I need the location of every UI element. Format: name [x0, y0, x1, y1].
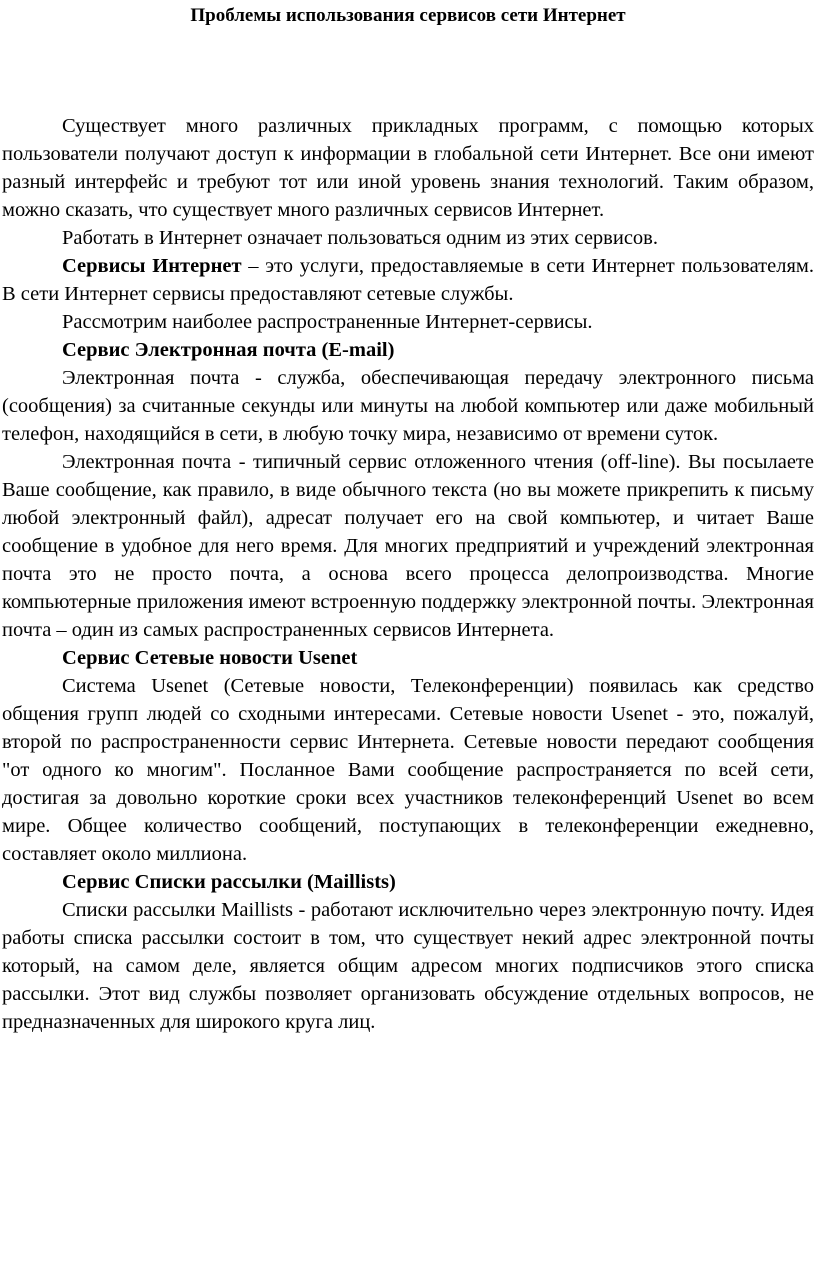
paragraph-intro: Существует много различных прикладных программ, с помощью которых пользователи получают доступ к информации в глобальной сети Интернет. Все они имеют разный интерфейс и требуют тот или иной уровень знания технологий. Таким образом, можно сказать, что существует много различных сервисов Интернет.: [2, 115, 814, 221]
paragraph-working: Работать в Интернет означает пользоваться одним из этих сервисов.: [62, 227, 658, 249]
paragraph-definition: [2, 252, 814, 308]
heading-email: Сервис Электронная почта (E-mail): [62, 339, 395, 361]
paragraph-maillists: Списки рассылки Maillists - работают исключительно через электронную почту. Идея работы списка рассылки состоит в том, что существует некий адрес электронной почты который, на самом деле, является общим адресом многих подписчиков этого списка рассылки. Этот вид службы позволяет организовать обсуждение отдельных вопросов, не предназначенных для широкого круга лиц.: [2, 899, 814, 1033]
paragraph-email-definition: Электронная почта - служба, обеспечивающая передачу электронного письма (сообщения) за считанные секунды или минуты на любой компьютер или даже мобильный телефон, находящийся в сети, в любую точку мира, независимо от времени суток.: [2, 367, 814, 445]
document-body: [2, 112, 814, 1036]
paragraph-email-details: Электронная почта - типичный сервис отложенного чтения (off-line). Вы посылаете Ваше сообщение, как правило, в виде обычного текста (но вы можете прикрепить к письму любой электронный файл), адресат получает его на свой компьютер, и читает Ваше сообщение в удобное для него время. Для многих предприятий и учреждений электронная почта это не просто почта, а основа всего процесса делопроизводства. Многие компьютерные приложения имеют встроенную поддержку электронной почты. Электронная почта – один из самых распространенных сервисов Интернета.: [2, 451, 814, 641]
definition-text: – это услуги, предоставляемые в сети Интернет пользователям. В сети Интернет сервисы предоставляют сетевые службы.: [2, 255, 814, 305]
page-title: Проблемы использования сервисов сети Интернет: [190, 5, 626, 26]
heading-maillists: Сервис Списки рассылки (Maillists): [62, 871, 396, 893]
paragraph-overview: Рассмотрим наиболее распространенные Интернет-сервисы.: [62, 311, 593, 333]
paragraph-usenet: Система Usenet (Сетевые новости, Телеконференции) появилась как средство общения групп людей со сходными интересами. Сетевые новости Usenet - это, пожалуй, второй по распространенности сервис Интернета. Сетевые новости передают сообщения "от одного ко многим". Посланное Вами сообщение распространяется по всей сети, достигая за довольно короткие сроки всех участников телеконференций Usenet во всем мире. Общее количество сообщений, поступающих в телеконференции ежедневно, составляет около миллиона.: [2, 675, 814, 865]
heading-usenet: Сервис Сетевые новости Usenet: [62, 647, 358, 669]
term-internet-services: Сервисы Интернет: [62, 255, 242, 277]
